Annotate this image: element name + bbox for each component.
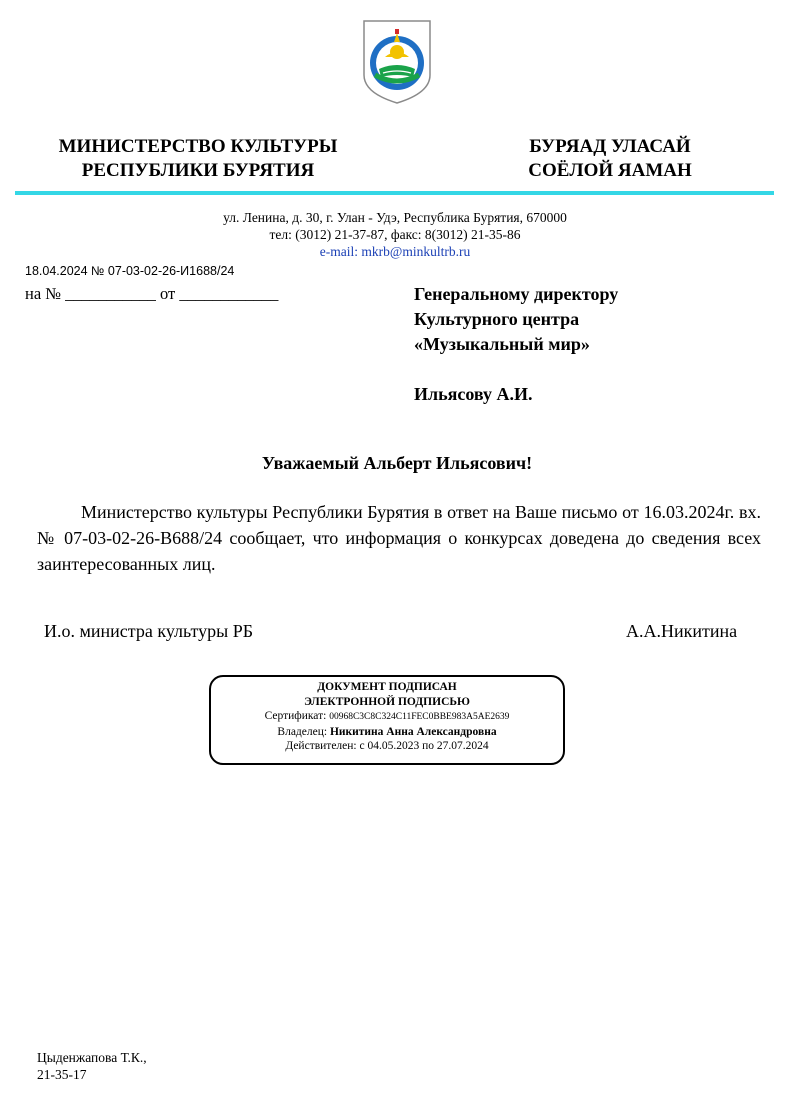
letter-body: Министерство культуры Республики Бурятия в ответ на Ваше письмо от 16.03.2024г. вх.№ 07-03-02-26-В688/24 сообщает, что информация о конкурсах доведена до сведения всех заинтересованных лиц. xyxy=(37,502,761,574)
cert-value: 00968C3C8C324C11FEC0BBE983A5AE2639 xyxy=(329,712,510,722)
stamp-certificate xyxy=(211,709,563,725)
stamp-validity: Действителен: с 04.05.2023 по 27.07.2024 xyxy=(285,740,489,752)
e-signature-stamp xyxy=(209,675,565,765)
org-bur-line1: БУРЯАД УЛАСАЙ xyxy=(529,136,691,157)
org-ru-line1: МИНИСТЕРСТВО КУЛЬТУРЫ xyxy=(58,136,338,157)
org-name-buryat xyxy=(496,135,724,183)
greeting: Уважаемый Альберт Ильясович! xyxy=(261,453,533,473)
stamp-title-line1: ДОКУМЕНТ ПОДПИСАН xyxy=(317,681,457,693)
org-ru-line2: РЕСПУБЛИКИ БУРЯТИЯ xyxy=(81,160,315,181)
executor-phone: 21-35-17 xyxy=(37,1067,87,1082)
contacts-email-line xyxy=(150,243,640,260)
signer-position: И.о. министра культуры РБ xyxy=(44,621,254,641)
email-label: e-mail: xyxy=(319,244,362,259)
email-link[interactable]: mkrb@minkultrb.ru xyxy=(361,244,471,259)
addressee-name: Ильясову А.И. xyxy=(414,384,533,404)
owner-value: Никитина Анна Александровна xyxy=(329,725,497,738)
stamp-title-line2: ЭЛЕКТРОННОЙ ПОДПИСЬЮ xyxy=(304,695,470,708)
owner-label: Владелец: xyxy=(277,725,330,738)
signer-name: А.А.Никитина xyxy=(626,621,738,641)
contacts-block xyxy=(150,209,640,260)
stamp-owner xyxy=(211,725,563,740)
org-name-russian xyxy=(20,135,376,183)
addressee-line1: Генеральному директору xyxy=(414,284,619,304)
outgoing-number: 18.04.2024 № 07-03-02-26-И1688/24 xyxy=(25,264,235,278)
executor-block xyxy=(37,1049,147,1083)
contacts-address: ул. Ленина, д. 30, г. Улан - Удэ, Республика Бурятия, 670000 xyxy=(223,210,567,225)
addressee-line2: Культурного центра xyxy=(414,309,580,329)
org-bur-line2: СОЁЛОЙ ЯАМАН xyxy=(528,160,692,181)
contacts-phone: тел: (3012) 21-37-87, факс: 8(3012) 21-35-86 xyxy=(269,227,521,242)
addressee-line3: «Музыкальный мир» xyxy=(414,334,590,354)
header-divider xyxy=(15,191,774,195)
reference-line: на № ___________ от ____________ xyxy=(25,284,279,303)
buryatia-coat-of-arms-icon xyxy=(361,17,433,105)
addressee-block xyxy=(414,282,618,407)
cert-label: Сертификат: xyxy=(264,710,330,722)
executor-name: Цыденжапова Т.К., xyxy=(37,1050,147,1065)
